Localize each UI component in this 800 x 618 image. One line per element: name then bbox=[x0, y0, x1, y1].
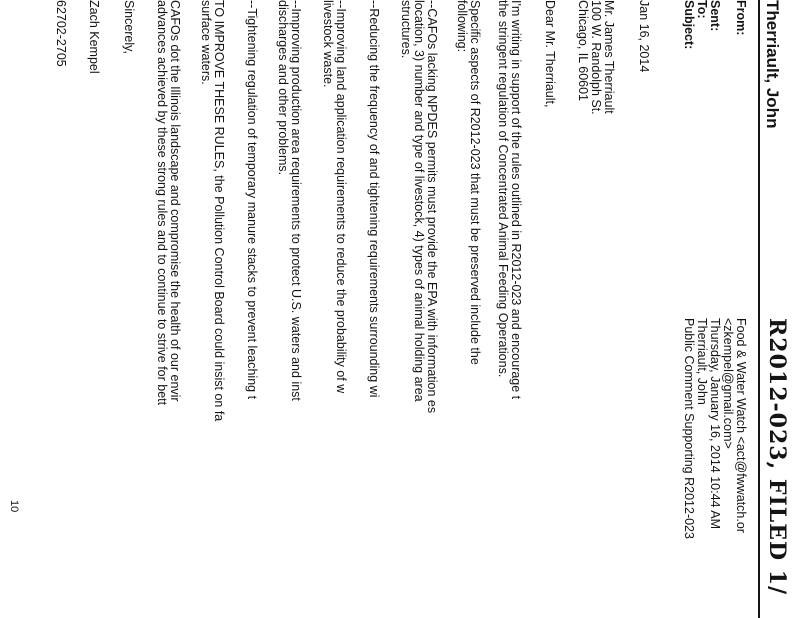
salutation: Dear Mr. Therriault, bbox=[543, 0, 557, 108]
sent-value: Thursday, January 16, 2014 10:44 AM bbox=[708, 318, 722, 530]
subject-value: Public Comment Supporting R2012-023 bbox=[682, 318, 696, 539]
from-email: <zkempel@gmail.com> bbox=[721, 318, 735, 449]
paragraph-8-line-1: TO IMPROVE THESE RULES, the Pollution Control Board could insist on fa bbox=[212, 0, 226, 422]
address-line-2: 100 W. Randolph St. bbox=[589, 0, 603, 115]
paragraph-9-line-1: CAFOs dot the Illinois landscape and compromise the health of our envir bbox=[168, 0, 182, 402]
page-number: 10 bbox=[8, 500, 20, 513]
address-line-1: Mr. James Therriault bbox=[602, 0, 616, 114]
to-label: To: bbox=[695, 0, 709, 19]
paragraph-5-line-1: --Improving land application requirements to reduce the probability of w bbox=[334, 0, 348, 394]
address-line-3: Chicago, IL 60601 bbox=[576, 0, 590, 102]
signer-name: Zach Kempel bbox=[87, 0, 101, 74]
subject-label: Subject: bbox=[682, 0, 696, 50]
paragraph-1-line-2: the stringent regulation of Concentrated Animal Feeding Operations. bbox=[496, 0, 510, 378]
paragraph-2-line-2: following: bbox=[455, 0, 469, 53]
closing: Sincerely, bbox=[122, 0, 136, 54]
signer-zip: 62702-2705 bbox=[54, 0, 68, 67]
paragraph-1-line-1: I'm writing in support of the rules outlined in R2012-023 and encourage t bbox=[509, 0, 523, 400]
paragraph-2-line-1: Specific aspects of R2012-023 that must be preserved include the bbox=[468, 0, 482, 365]
paragraph-6-line-1: --Improving production area requirements to protect U.S. waters and inst bbox=[289, 0, 303, 401]
paragraph-3-line-1: --CAFOs lacking NPDES permits must provide the EPA with information es bbox=[425, 0, 439, 414]
paragraph-3-line-2: location, 3) number and type of livestock, 4) types of animal holding area bbox=[412, 0, 426, 402]
from-value: Food & Water Watch <act@fwwatch.or bbox=[734, 318, 748, 533]
paragraph-3-line-3: structures. bbox=[399, 0, 413, 59]
paragraph-6-line-2: discharges and other problems. bbox=[276, 0, 290, 176]
paragraph-8-line-2: surface waters. bbox=[199, 0, 213, 85]
paragraph-9-line-2: advances achieved by these strong rules and to continue to strive for bett bbox=[155, 0, 169, 406]
from-label: From: bbox=[734, 0, 748, 36]
paragraph-5-line-2: livestock waste. bbox=[321, 0, 335, 88]
header-divider bbox=[758, 0, 760, 618]
to-value: Therriault, John bbox=[695, 318, 709, 405]
filing-stamp: R2012-023, FILED 1/ bbox=[764, 318, 790, 596]
sender-name: Therriault, John bbox=[763, 0, 782, 129]
paragraph-4-line-1: --Reducing the frequency of and tightening requirements surrounding wi bbox=[367, 0, 381, 398]
paragraph-7-line-1: --Tightening regulation of temporary manure stacks to prevent leaching t bbox=[245, 0, 259, 400]
letter-date: Jan 16, 2014 bbox=[637, 0, 651, 73]
sent-label: Sent: bbox=[708, 0, 722, 32]
